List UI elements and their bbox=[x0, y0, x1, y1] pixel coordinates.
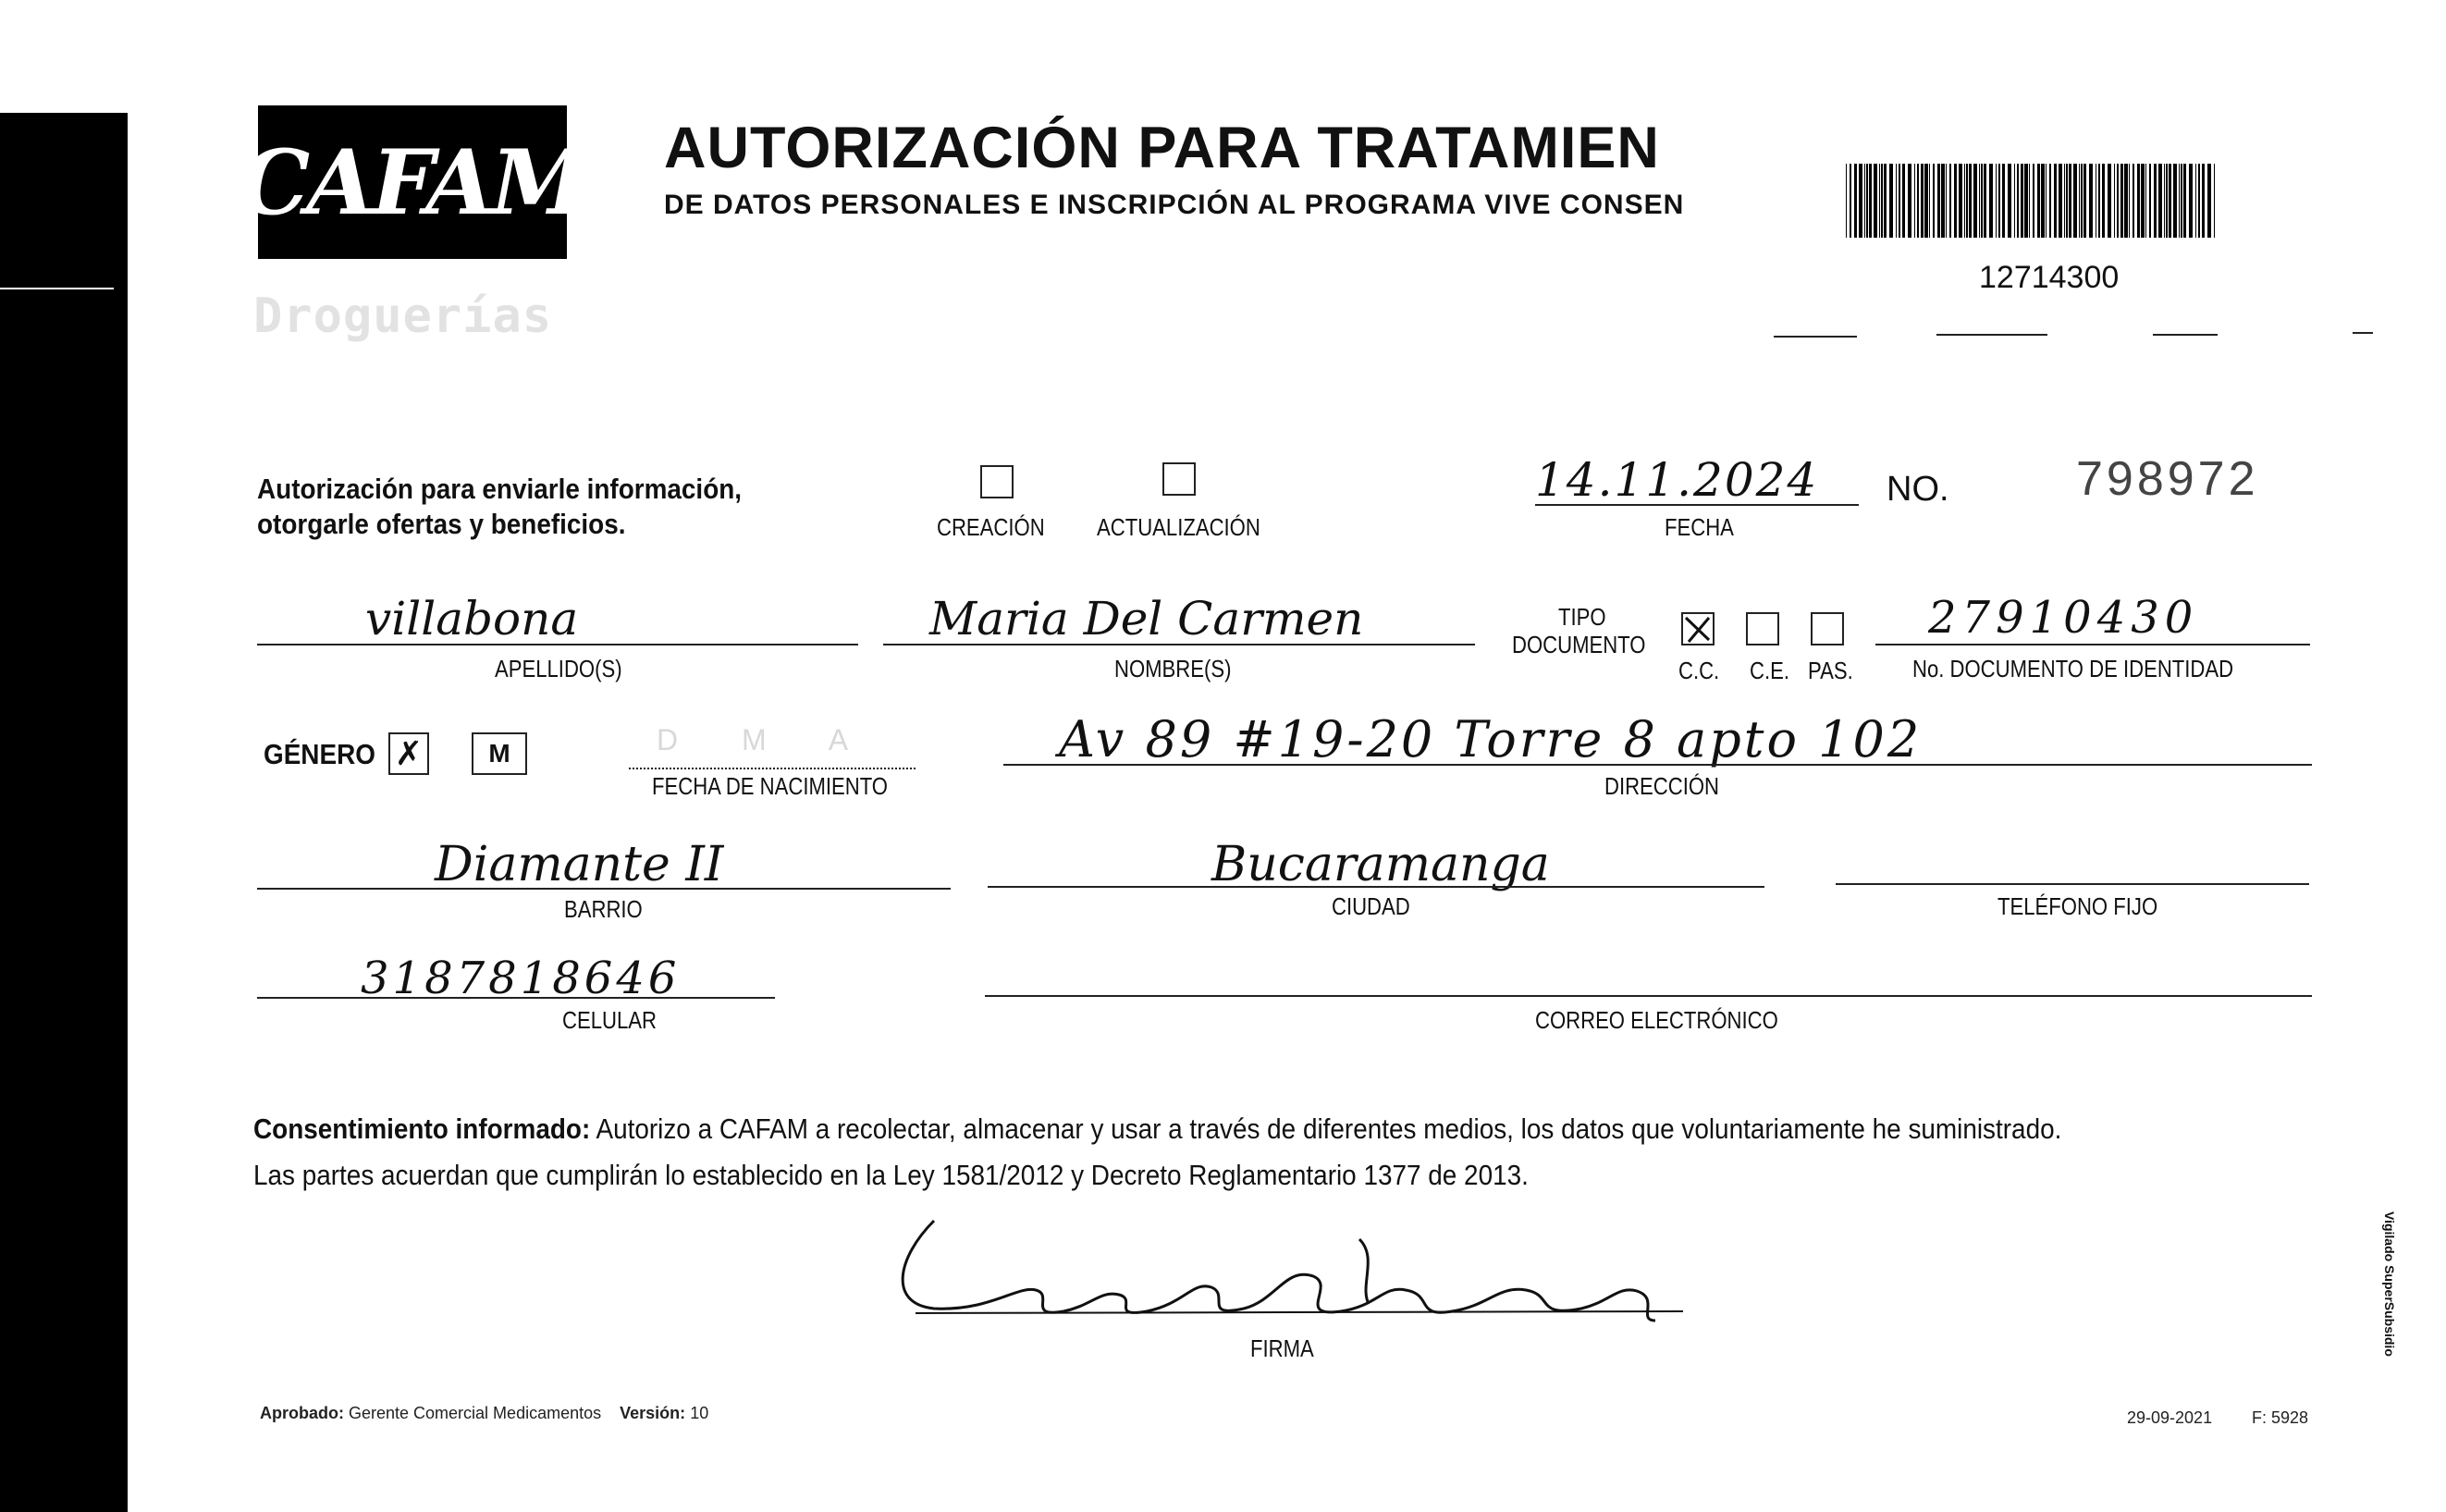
doc-number-label: No. DOCUMENTO DE IDENTIDAD bbox=[1912, 655, 2234, 682]
surname-field[interactable]: villabona bbox=[365, 592, 579, 645]
barcode-bar bbox=[1864, 164, 1865, 238]
barcode-bar bbox=[1989, 164, 1993, 238]
logo-subtitle: Droguerías bbox=[253, 289, 553, 344]
barcode-bar bbox=[2124, 164, 2128, 238]
barcode-bar bbox=[2179, 164, 2180, 238]
approved-label: Aprobado: bbox=[260, 1404, 344, 1422]
barcode-bar bbox=[2064, 164, 2065, 238]
barcode-bar bbox=[2037, 164, 2040, 238]
barcode-bar bbox=[2158, 164, 2162, 238]
barcode-bar bbox=[2083, 164, 2086, 238]
footer-date: 29-09-2021 bbox=[2127, 1408, 2213, 1427]
version-label: Versión: bbox=[620, 1404, 686, 1422]
barcode-bar bbox=[2054, 164, 2057, 238]
barcode-bar bbox=[1979, 164, 1980, 238]
barcode-bar bbox=[1884, 164, 1887, 238]
barcode-bar bbox=[2145, 164, 2146, 238]
barcode-bar bbox=[2024, 164, 2028, 238]
barcode-bar bbox=[1964, 164, 1965, 238]
barcode-bar bbox=[2207, 164, 2211, 238]
footer-code: F: 5928 bbox=[2252, 1408, 2309, 1427]
barcode-bar bbox=[1866, 164, 1868, 238]
address-line bbox=[1003, 764, 2312, 766]
top-dash bbox=[2353, 332, 2373, 334]
authorization-text bbox=[257, 472, 742, 542]
barcode-bar bbox=[1902, 164, 1905, 238]
barcode-bar bbox=[2173, 164, 2177, 238]
barcode-bar bbox=[2114, 164, 2115, 238]
date-label: FECHA bbox=[1665, 513, 1734, 541]
barcode-bar bbox=[2129, 164, 2130, 238]
barcode-bar bbox=[1984, 164, 1986, 238]
barcode-bar bbox=[2181, 164, 2182, 238]
barcode-bar bbox=[1917, 164, 1919, 238]
barcode-bar bbox=[2089, 164, 2093, 238]
barcode-bar bbox=[2017, 164, 2019, 238]
barcode-bar bbox=[1933, 164, 1935, 238]
birth-date-label: FECHA DE NACIMIENTO bbox=[652, 772, 889, 800]
approved-value: Gerente Comercial Medicamentos bbox=[349, 1404, 602, 1422]
update-checkbox[interactable] bbox=[1162, 462, 1196, 496]
auth-line-1: Autorización para enviarle información, bbox=[257, 473, 743, 505]
doc-type-label-1: TIPO bbox=[1558, 603, 1606, 631]
barcode-bar bbox=[2202, 164, 2205, 238]
barcode-bar bbox=[1881, 164, 1883, 238]
barcode-bar bbox=[1929, 164, 1930, 238]
barcode-bar bbox=[2098, 164, 2100, 238]
update-label: ACTUALIZACIÓN bbox=[1097, 513, 1260, 541]
creation-checkbox[interactable] bbox=[980, 465, 1014, 498]
email-label: CORREO ELECTRÓNICO bbox=[1535, 1006, 1778, 1034]
cafam-logo bbox=[239, 105, 586, 259]
cc-checkbox[interactable] bbox=[1681, 612, 1715, 645]
barrio-line bbox=[257, 888, 951, 890]
phone-label: TELÉFONO FIJO bbox=[1997, 892, 2158, 920]
check-mark-icon bbox=[1683, 614, 1713, 644]
barcode-bar bbox=[1850, 164, 1851, 238]
gender-label: GÉNERO bbox=[264, 738, 375, 770]
barcode-bar bbox=[2120, 164, 2123, 238]
barcode-bar bbox=[1959, 164, 1962, 238]
date-line bbox=[1535, 504, 1859, 506]
vertical-supervision-mark bbox=[2360, 1211, 2397, 1378]
barcode-bar bbox=[2154, 164, 2157, 238]
barcode-bar bbox=[1879, 164, 1880, 238]
name-field[interactable]: Maria Del Carmen bbox=[929, 592, 1364, 645]
top-dash bbox=[1936, 334, 2047, 336]
consent-paragraph bbox=[253, 1106, 2109, 1199]
barcode-bar bbox=[2002, 164, 2005, 238]
barcode-bar bbox=[2073, 164, 2077, 238]
barcode-bar bbox=[1954, 164, 1957, 238]
barcode-bar bbox=[2189, 164, 2193, 238]
barcode-bar bbox=[1874, 164, 1877, 238]
barcode-bar bbox=[2102, 164, 2105, 238]
top-dash bbox=[2153, 334, 2218, 336]
barcode-bar bbox=[1966, 164, 1968, 238]
barcode-bar bbox=[1869, 164, 1872, 238]
barcode-bar bbox=[1896, 164, 1897, 238]
barcode-bar bbox=[1921, 164, 1924, 238]
email-line[interactable] bbox=[985, 995, 2312, 997]
number-label: NO. bbox=[1887, 470, 1949, 509]
barcode-bar bbox=[2195, 164, 2196, 238]
barcode-bar bbox=[1996, 164, 1997, 238]
footer-approval bbox=[260, 1404, 708, 1423]
barcode-bar bbox=[2046, 164, 2047, 238]
version-value: 10 bbox=[690, 1404, 709, 1422]
barcode-bar bbox=[1846, 164, 1847, 238]
ce-label: C.E. bbox=[1750, 657, 1789, 684]
gender-f-checkbox[interactable]: ✗ bbox=[388, 732, 429, 775]
barcode-bar bbox=[1908, 164, 1911, 238]
form-title: AUTORIZACIÓN PARA TRATAMIEN bbox=[664, 116, 1660, 180]
barcode-bar bbox=[2149, 164, 2151, 238]
barcode-bar bbox=[1937, 164, 1940, 238]
barcode-bar bbox=[2141, 164, 2145, 238]
barcode-bar bbox=[1859, 164, 1862, 238]
cell-field[interactable]: 3187818646 bbox=[361, 953, 681, 1004]
barcode-bar bbox=[2069, 164, 2071, 238]
cell-line bbox=[257, 997, 775, 999]
barcode-bar bbox=[2108, 164, 2111, 238]
handwritten-signature bbox=[879, 1202, 1702, 1341]
doc-number-field[interactable]: 27910430 bbox=[1928, 592, 2199, 644]
barcode-bar bbox=[2021, 164, 2023, 238]
barcode-bar bbox=[2049, 164, 2051, 238]
address-label: DIRECCIÓN bbox=[1604, 772, 1720, 800]
gender-m-checkbox[interactable]: M bbox=[472, 732, 527, 775]
barcode-bar bbox=[2079, 164, 2080, 238]
cell-label: CELULAR bbox=[562, 1006, 657, 1034]
barcode-bar bbox=[2008, 164, 2011, 238]
barcode-bar bbox=[2214, 164, 2215, 238]
scan-edge-strip bbox=[0, 113, 128, 1512]
barcode-bar bbox=[2059, 164, 2062, 238]
creation-label: CREACIÓN bbox=[937, 513, 1045, 541]
barcode-bar bbox=[2133, 164, 2134, 238]
vertical-text: Vigilado SuperSubsidio bbox=[2382, 1211, 2397, 1357]
barcode-bar bbox=[1924, 164, 1928, 238]
doc-type-label-2: DOCUMENTO bbox=[1512, 631, 1646, 658]
logo-text: CAFAM bbox=[239, 129, 586, 235]
barcode-number: 12714300 bbox=[1979, 260, 2120, 295]
barcode-bar bbox=[2029, 164, 2030, 238]
barrio-field[interactable]: Diamante II bbox=[435, 837, 724, 892]
barcode-bar bbox=[2014, 164, 2015, 238]
top-dash bbox=[1774, 336, 1857, 338]
barcode-bar bbox=[1998, 164, 2000, 238]
city-label: CIUDAD bbox=[1332, 892, 1410, 920]
barcode-bar bbox=[2166, 164, 2168, 238]
barcode-bar bbox=[1941, 164, 1945, 238]
barcode-bar bbox=[1981, 164, 1983, 238]
surname-line bbox=[257, 644, 858, 645]
barcode-bar bbox=[1899, 164, 1900, 238]
doc-number-line bbox=[1875, 644, 2310, 645]
barcode-bar bbox=[2033, 164, 2034, 238]
birth-date-line bbox=[629, 768, 916, 769]
barcode-bar bbox=[2183, 164, 2186, 238]
barcode-bar bbox=[1946, 164, 1947, 238]
barcode bbox=[1846, 164, 2218, 238]
barcode-bar bbox=[2164, 164, 2165, 238]
barcode-bar bbox=[1969, 164, 1972, 238]
address-field[interactable]: Av 89 #19-20 Torre 8 apto 102 bbox=[1059, 710, 1923, 768]
barcode-bar bbox=[2041, 164, 2045, 238]
phone-line[interactable] bbox=[1836, 883, 2309, 885]
scan-rule bbox=[0, 288, 114, 289]
barrio-label: BARRIO bbox=[564, 895, 643, 923]
barcode-bar bbox=[2169, 164, 2171, 238]
form-number: 798972 bbox=[2076, 452, 2259, 506]
barcode-bar bbox=[2117, 164, 2119, 238]
barcode-bar bbox=[2081, 164, 2083, 238]
auth-line-2: otorgarle ofertas y beneficios. bbox=[257, 508, 626, 540]
form-subtitle: DE DATOS PERSONALES E INSCRIPCIÓN AL PROGRAMA VIVE CONSEN bbox=[664, 190, 1685, 220]
ce-checkbox[interactable] bbox=[1746, 612, 1779, 645]
barcode-bar bbox=[2066, 164, 2068, 238]
cc-label: C.C. bbox=[1678, 657, 1720, 684]
name-label: NOMBRE(S) bbox=[1114, 655, 1232, 682]
barcode-bar bbox=[1914, 164, 1915, 238]
pas-label: PAS. bbox=[1808, 657, 1853, 684]
barcode-bar bbox=[2137, 164, 2140, 238]
surname-label: APELLIDO(S) bbox=[495, 655, 622, 682]
city-field[interactable]: Bucaramanga bbox=[1211, 837, 1550, 892]
city-line bbox=[988, 886, 1764, 888]
barcode-bar bbox=[1973, 164, 1977, 238]
barcode-bar bbox=[1949, 164, 1951, 238]
barcode-bar bbox=[2198, 164, 2200, 238]
pas-checkbox[interactable] bbox=[1811, 612, 1844, 645]
signature-label: FIRMA bbox=[1250, 1334, 1314, 1362]
name-line bbox=[883, 644, 1475, 645]
date-field[interactable]: 14.11.2024 bbox=[1535, 453, 1819, 507]
consent-bold: Consentimiento informado: bbox=[253, 1112, 591, 1145]
barcode-bar bbox=[1854, 164, 1857, 238]
consent-text: Autorizo a CAFAM a recolectar, almacenar y usar a través de diferentes medios, los datos que voluntariamente he suministrado. Las partes acuerdan que cumplirán lo establecido en la Ley 1581/2012 y Decreto Reglamentario 1377 de 2013. bbox=[253, 1112, 2062, 1191]
barcode-bar bbox=[1889, 164, 1893, 238]
birth-date-placeholder[interactable]: D M A bbox=[657, 723, 877, 756]
